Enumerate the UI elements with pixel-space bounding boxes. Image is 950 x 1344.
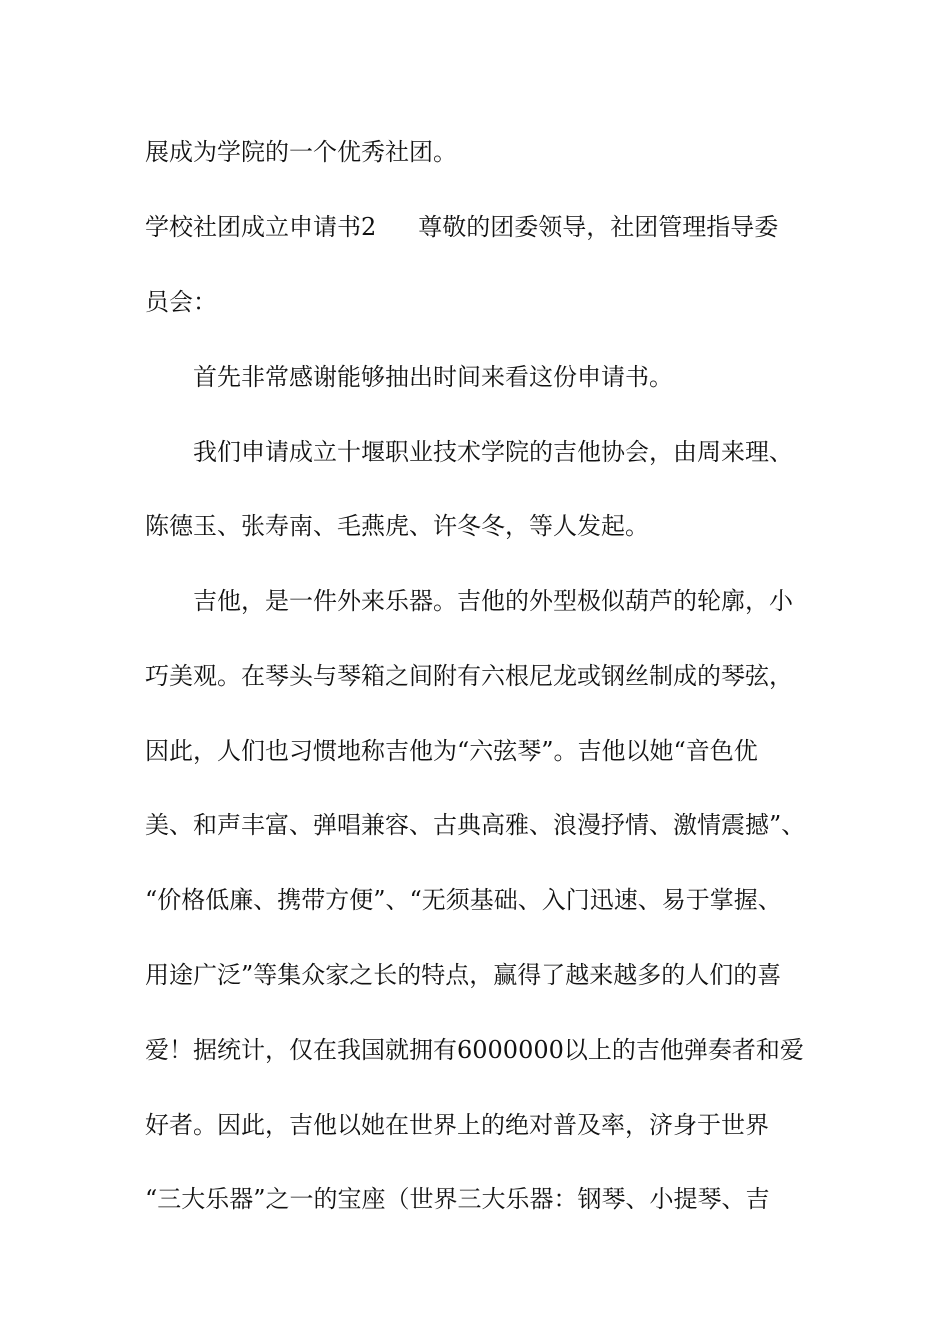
text-line: 因此，人们也习惯地称吉他为“六弦琴”。吉他以她“音色优 [145,737,758,765]
paragraph-start: 首先非常感谢能够抽出时间来看这份申请书。 [193,363,673,391]
text-line: 展成为学院的一个优秀社团。 [145,138,457,166]
text-line: “三大乐器”之一的宝座（世界三大乐器：钢琴、小提琴、吉 [145,1185,770,1213]
paragraph-start: 我们申请成立十堰职业技术学院的吉他协会，由周来理、 [193,438,793,466]
salutation: 尊敬的团委领导，社团管理指导委 [418,213,779,241]
text-line: 陈德玉、张寿南、毛燕虎、许冬冬，等人发起。 [145,512,649,540]
section-heading-line [145,207,835,247]
text-line: 美、和声丰富、弹唱兼容、古典高雅、浪漫抒情、激情震撼”、 [145,811,806,839]
text-line: 好者。因此，吉他以她在世界上的绝对普及率，济身于世界 [145,1111,769,1139]
text-line: “价格低廉、携带方便”、“无须基础、入门迅速、易于掌握、 [145,886,782,914]
section-heading: 学校社团成立申请书2 [145,213,377,241]
text-line: 爱！据统计，仅在我国就拥有6000000以上的吉他弹奏者和爱 [145,1036,804,1064]
text-line: 巧美观。在琴头与琴箱之间附有六根尼龙或钢丝制成的琴弦， [145,662,793,690]
paragraph-start: 吉他，是一件外来乐器。吉他的外型极似葫芦的轮廓，小 [193,587,793,615]
text-line: 用途广泛”等集众家之长的特点，赢得了越来越多的人们的喜 [145,961,782,989]
text-line: 员会： [145,288,217,316]
